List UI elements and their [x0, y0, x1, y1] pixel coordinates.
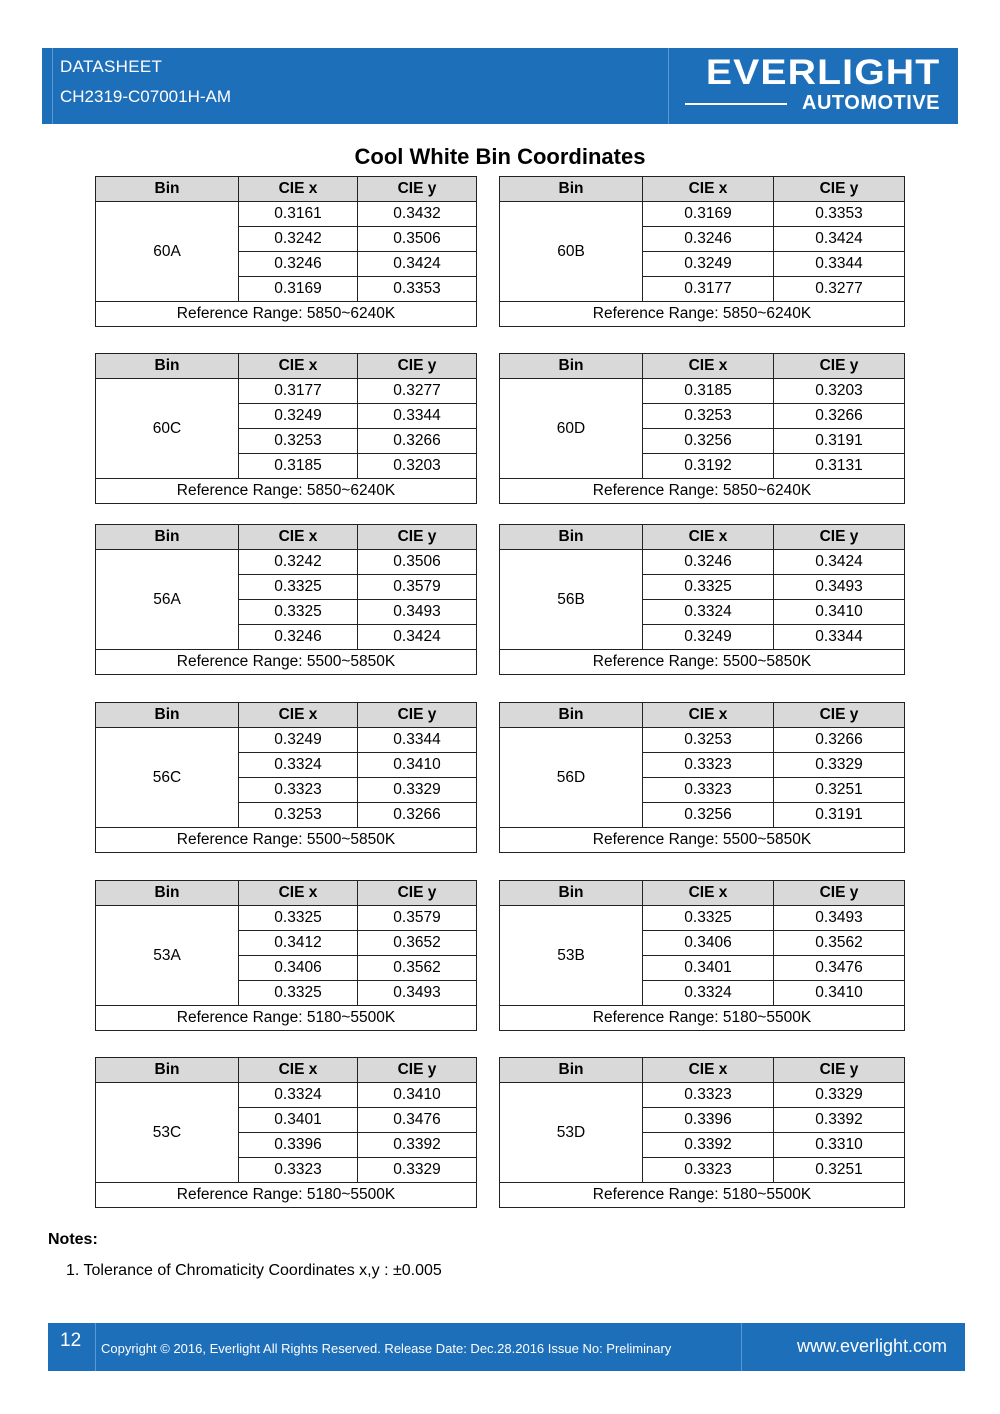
- bin-column-header: Bin: [96, 354, 239, 379]
- cie-y-column-header: CIE y: [774, 177, 905, 202]
- cie-x-cell: 0.3324: [239, 1083, 358, 1108]
- bin-column-header: Bin: [96, 177, 239, 202]
- cie-x-cell: 0.3246: [239, 625, 358, 650]
- cie-y-cell: 0.3432: [358, 202, 477, 227]
- cie-y-column-header: CIE y: [774, 881, 905, 906]
- cie-y-cell: 0.3410: [358, 1083, 477, 1108]
- cie-x-cell: 0.3185: [239, 454, 358, 479]
- reference-range-cell: Reference Range: 5850~6240K: [500, 479, 905, 504]
- table-row: [96, 202, 477, 227]
- reference-range-cell: Reference Range: 5180~5500K: [500, 1183, 905, 1208]
- cie-x-cell: 0.3242: [239, 227, 358, 252]
- cie-x-cell: 0.3177: [643, 277, 774, 302]
- cie-y-cell: 0.3203: [358, 454, 477, 479]
- cie-x-cell: 0.3256: [643, 429, 774, 454]
- cie-x-column-header: CIE x: [239, 703, 358, 728]
- cie-y-cell: 0.3329: [774, 1083, 905, 1108]
- cie-x-cell: 0.3249: [643, 625, 774, 650]
- cie-y-cell: 0.3353: [358, 277, 477, 302]
- cie-x-cell: 0.3406: [643, 931, 774, 956]
- cie-y-cell: 0.3203: [774, 379, 905, 404]
- cie-y-cell: 0.3353: [774, 202, 905, 227]
- cie-y-cell: 0.3344: [358, 404, 477, 429]
- cie-x-cell: 0.3249: [239, 728, 358, 753]
- cie-x-cell: 0.3323: [239, 1158, 358, 1183]
- bin-table-60b: [499, 176, 905, 327]
- cie-x-cell: 0.3253: [643, 404, 774, 429]
- cie-y-cell: 0.3424: [774, 227, 905, 252]
- cie-x-cell: 0.3396: [239, 1133, 358, 1158]
- reference-range-cell: Reference Range: 5500~5850K: [500, 828, 905, 853]
- cie-y-cell: 0.3266: [358, 429, 477, 454]
- cie-x-cell: 0.3412: [239, 931, 358, 956]
- cie-x-cell: 0.3169: [643, 202, 774, 227]
- cie-x-cell: 0.3246: [643, 550, 774, 575]
- cie-x-cell: 0.3325: [643, 906, 774, 931]
- cie-x-cell: 0.3325: [643, 575, 774, 600]
- bin-name-cell: 56C: [96, 728, 239, 828]
- cie-y-cell: 0.3344: [774, 625, 905, 650]
- cie-x-cell: 0.3325: [239, 600, 358, 625]
- page-header: [42, 48, 958, 124]
- reference-range-cell: Reference Range: 5500~5850K: [96, 650, 477, 675]
- page-title: Cool White Bin Coordinates: [354, 144, 646, 169]
- bin-name-cell: 60A: [96, 202, 239, 302]
- cie-y-column-header: CIE y: [358, 525, 477, 550]
- cie-y-column-header: CIE y: [358, 703, 477, 728]
- cie-x-cell: 0.3325: [239, 575, 358, 600]
- reference-range-cell: Reference Range: 5850~6240K: [500, 302, 905, 327]
- cie-y-cell: 0.3277: [358, 379, 477, 404]
- table-row: [500, 550, 905, 575]
- cie-y-column-header: CIE y: [358, 881, 477, 906]
- cie-x-cell: 0.3253: [643, 728, 774, 753]
- cie-y-cell: 0.3191: [774, 803, 905, 828]
- cie-y-cell: 0.3191: [774, 429, 905, 454]
- cie-y-cell: 0.3344: [774, 252, 905, 277]
- bin-name-cell: 56B: [500, 550, 643, 650]
- cie-y-cell: 0.3506: [358, 550, 477, 575]
- note-item: 1. Tolerance of Chromaticity Coordinates x,y : ±0.005: [66, 1262, 442, 1279]
- cie-y-cell: 0.3251: [774, 1158, 905, 1183]
- cie-y-cell: 0.3266: [774, 728, 905, 753]
- logo-rule: [685, 103, 787, 105]
- cie-x-cell: 0.3396: [643, 1108, 774, 1133]
- bin-name-cell: 53C: [96, 1083, 239, 1183]
- cie-x-cell: 0.3323: [239, 778, 358, 803]
- cie-y-cell: 0.3424: [358, 252, 477, 277]
- cie-x-cell: 0.3406: [239, 956, 358, 981]
- cie-y-cell: 0.3579: [358, 575, 477, 600]
- cie-x-cell: 0.3161: [239, 202, 358, 227]
- cie-y-cell: 0.3266: [774, 404, 905, 429]
- cie-x-cell: 0.3246: [239, 252, 358, 277]
- reference-range-cell: Reference Range: 5850~6240K: [96, 302, 477, 327]
- bin-name-cell: 60D: [500, 379, 643, 479]
- cie-x-cell: 0.3249: [643, 252, 774, 277]
- bin-table-56d: [499, 702, 905, 853]
- cie-y-cell: 0.3251: [774, 778, 905, 803]
- cie-x-column-header: CIE x: [239, 177, 358, 202]
- reference-range-cell: Reference Range: 5180~5500K: [96, 1006, 477, 1031]
- cie-y-cell: 0.3493: [774, 906, 905, 931]
- cie-y-column-header: CIE y: [774, 525, 905, 550]
- cie-y-cell: 0.3266: [358, 803, 477, 828]
- cie-x-cell: 0.3324: [239, 753, 358, 778]
- table-row: [96, 550, 477, 575]
- cie-x-cell: 0.3324: [643, 981, 774, 1006]
- cie-x-column-header: CIE x: [643, 177, 774, 202]
- table-row: [500, 906, 905, 931]
- reference-range-cell: Reference Range: 5180~5500K: [96, 1183, 477, 1208]
- cie-y-cell: 0.3329: [774, 753, 905, 778]
- cie-x-cell: 0.3401: [643, 956, 774, 981]
- bin-table-53d: [499, 1057, 905, 1208]
- bin-table-53b: [499, 880, 905, 1031]
- cie-x-cell: 0.3253: [239, 803, 358, 828]
- reference-range-cell: Reference Range: 5180~5500K: [500, 1006, 905, 1031]
- cie-y-cell: 0.3506: [358, 227, 477, 252]
- cie-y-cell: 0.3424: [774, 550, 905, 575]
- bin-column-header: Bin: [500, 881, 643, 906]
- cie-y-cell: 0.3329: [358, 778, 477, 803]
- cie-x-column-header: CIE x: [643, 881, 774, 906]
- reference-range-cell: Reference Range: 5500~5850K: [500, 650, 905, 675]
- bin-table-56b: [499, 524, 905, 675]
- bin-name-cell: 56D: [500, 728, 643, 828]
- cie-y-column-header: CIE y: [774, 703, 905, 728]
- cie-y-cell: 0.3579: [358, 906, 477, 931]
- bin-column-header: Bin: [96, 525, 239, 550]
- cie-y-column-header: CIE y: [358, 177, 477, 202]
- bin-table-60d: [499, 353, 905, 504]
- cie-y-cell: 0.3493: [358, 600, 477, 625]
- cie-y-cell: 0.3493: [358, 981, 477, 1006]
- cie-y-cell: 0.3410: [774, 600, 905, 625]
- cie-y-cell: 0.3392: [358, 1133, 477, 1158]
- cie-y-cell: 0.3329: [358, 1158, 477, 1183]
- cie-x-cell: 0.3185: [643, 379, 774, 404]
- cie-y-column-header: CIE y: [774, 1058, 905, 1083]
- cie-x-column-header: CIE x: [643, 703, 774, 728]
- cie-x-cell: 0.3169: [239, 277, 358, 302]
- cie-x-column-header: CIE x: [239, 525, 358, 550]
- page-number: 12: [60, 1330, 82, 1351]
- bin-name-cell: 53D: [500, 1083, 643, 1183]
- cie-x-column-header: CIE x: [643, 525, 774, 550]
- brand-logo: EVERLIGHT: [705, 53, 940, 92]
- cie-y-cell: 0.3131: [774, 454, 905, 479]
- notes-title: Notes:: [48, 1231, 98, 1248]
- page-footer: [48, 1323, 965, 1371]
- cie-y-cell: 0.3410: [358, 753, 477, 778]
- cie-y-cell: 0.3476: [774, 956, 905, 981]
- cie-x-cell: 0.3401: [239, 1108, 358, 1133]
- cie-y-cell: 0.3476: [358, 1108, 477, 1133]
- cie-y-cell: 0.3344: [358, 728, 477, 753]
- bin-table-53a: [95, 880, 477, 1031]
- reference-range-cell: Reference Range: 5500~5850K: [96, 828, 477, 853]
- bin-table-60a: [95, 176, 477, 327]
- cie-y-column-header: CIE y: [358, 1058, 477, 1083]
- cie-y-cell: 0.3562: [358, 956, 477, 981]
- bin-column-header: Bin: [96, 703, 239, 728]
- cie-x-cell: 0.3323: [643, 753, 774, 778]
- copyright-text: Copyright © 2016, Everlight All Rights Reserved. Release Date: Dec.28.2016 Issue No: Preliminary: [101, 1341, 672, 1356]
- table-row: [96, 379, 477, 404]
- cie-x-cell: 0.3177: [239, 379, 358, 404]
- footer-divider: [95, 1323, 96, 1371]
- cie-x-column-header: CIE x: [643, 1058, 774, 1083]
- cie-x-cell: 0.3324: [643, 600, 774, 625]
- bin-table-53c: [95, 1057, 477, 1208]
- bin-name-cell: 60C: [96, 379, 239, 479]
- bin-column-header: Bin: [500, 1058, 643, 1083]
- cie-x-column-header: CIE x: [239, 1058, 358, 1083]
- doc-id-label: CH2319-C07001H-AM: [60, 87, 232, 106]
- reference-range-cell: Reference Range: 5850~6240K: [96, 479, 477, 504]
- header-divider-left: [52, 48, 53, 124]
- bin-name-cell: 53A: [96, 906, 239, 1006]
- cie-y-column-header: CIE y: [358, 354, 477, 379]
- cie-y-column-header: CIE y: [774, 354, 905, 379]
- bin-column-header: Bin: [500, 177, 643, 202]
- bin-column-header: Bin: [96, 1058, 239, 1083]
- cie-x-cell: 0.3323: [643, 778, 774, 803]
- footer-divider-right: [741, 1323, 742, 1371]
- table-row: [96, 1083, 477, 1108]
- table-row: [96, 728, 477, 753]
- cie-y-cell: 0.3277: [774, 277, 905, 302]
- table-row: [500, 1083, 905, 1108]
- bin-name-cell: 60B: [500, 202, 643, 302]
- cie-x-cell: 0.3192: [643, 454, 774, 479]
- cie-x-cell: 0.3325: [239, 981, 358, 1006]
- bin-column-header: Bin: [500, 703, 643, 728]
- bin-table-56a: [95, 524, 477, 675]
- cie-y-cell: 0.3493: [774, 575, 905, 600]
- table-row: [500, 728, 905, 753]
- doc-type-label: DATASHEET: [60, 57, 163, 76]
- table-row: [96, 906, 477, 931]
- cie-x-cell: 0.3256: [643, 803, 774, 828]
- cie-x-cell: 0.3242: [239, 550, 358, 575]
- bin-column-header: Bin: [500, 525, 643, 550]
- brand-logo-sub: AUTOMOTIVE: [802, 92, 940, 114]
- cie-y-cell: 0.3562: [774, 931, 905, 956]
- bin-name-cell: 53B: [500, 906, 643, 1006]
- cie-y-cell: 0.3652: [358, 931, 477, 956]
- bin-name-cell: 56A: [96, 550, 239, 650]
- bin-table-60c: [95, 353, 477, 504]
- table-row: [500, 202, 905, 227]
- cie-x-cell: 0.3323: [643, 1083, 774, 1108]
- cie-x-cell: 0.3323: [643, 1158, 774, 1183]
- cie-x-cell: 0.3246: [643, 227, 774, 252]
- cie-x-cell: 0.3253: [239, 429, 358, 454]
- cie-x-cell: 0.3325: [239, 906, 358, 931]
- website-link[interactable]: www.everlight.com: [796, 1336, 947, 1356]
- cie-x-column-header: CIE x: [643, 354, 774, 379]
- cie-x-column-header: CIE x: [239, 354, 358, 379]
- bin-table-56c: [95, 702, 477, 853]
- cie-y-cell: 0.3310: [774, 1133, 905, 1158]
- bin-column-header: Bin: [96, 881, 239, 906]
- cie-y-cell: 0.3410: [774, 981, 905, 1006]
- cie-x-cell: 0.3249: [239, 404, 358, 429]
- cie-y-cell: 0.3424: [358, 625, 477, 650]
- table-row: [500, 379, 905, 404]
- cie-x-column-header: CIE x: [239, 881, 358, 906]
- cie-y-cell: 0.3392: [774, 1108, 905, 1133]
- bin-column-header: Bin: [500, 354, 643, 379]
- cie-x-cell: 0.3392: [643, 1133, 774, 1158]
- header-divider: [668, 48, 669, 124]
